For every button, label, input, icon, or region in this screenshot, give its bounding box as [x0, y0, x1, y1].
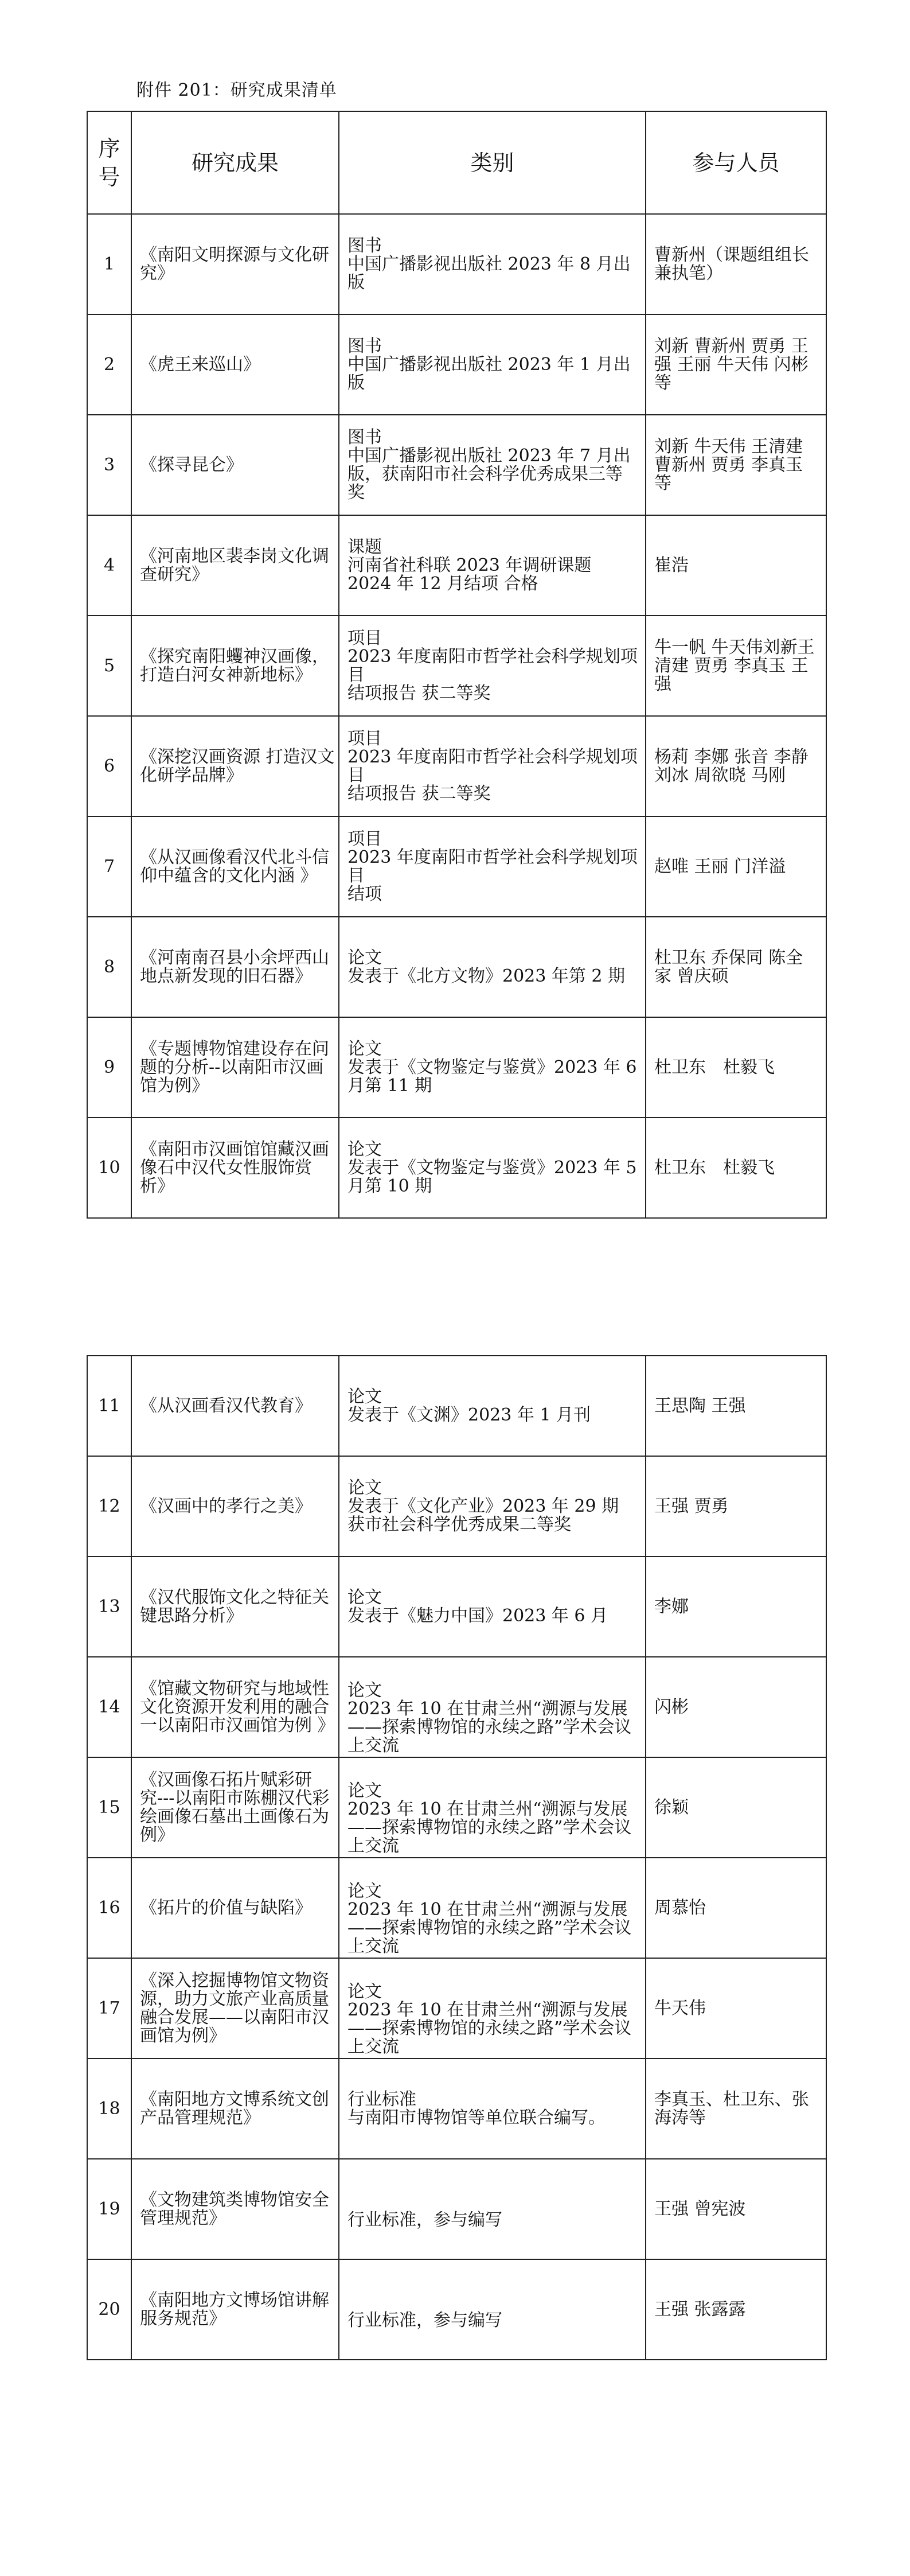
row-title — [131, 1657, 339, 1757]
row-category-text: 论文 2023 年 10 在甘肃兰州“溯源与发展——探索博物馆的永续之路”学术会议上交流 — [347, 1680, 632, 1756]
row-index: 5 — [87, 616, 131, 716]
header-participants: 参与人员 — [646, 111, 826, 214]
row-participants-text: 王强 曾宪波 — [654, 2198, 746, 2219]
row-title-text: 《汉画中的孝行之美》 — [140, 1496, 312, 1516]
row-title-text: 《探究南阳蠼神汉画像，打造白河女神新地标》 — [140, 646, 329, 685]
table-row — [87, 1958, 826, 2059]
row-title-text: 《河南南召县小余坪西山地点新发现的旧石器》 — [140, 947, 329, 986]
row-category-text: 论文 发表于《魅力中国》2023 年 6 月 — [347, 1587, 608, 1626]
row-title-text: 《南阳文明探源与文化研究》 — [140, 244, 329, 283]
row-index: 10 — [87, 1118, 131, 1218]
row-category-text: 行业标准 与南阳市博物馆等单位联合编写。 — [347, 2089, 606, 2128]
row-category — [339, 515, 646, 616]
header-index: 序号 — [87, 111, 131, 214]
row-category-text: 论文 2023 年 10 在甘肃兰州“溯源与发展——探索博物馆的永续之路”学术会议上交流 — [347, 1881, 632, 1956]
row-participants-text: 杨莉 李娜 张音 李静 刘冰 周欲晓 马刚 — [654, 746, 809, 785]
row-participants-text: 牛一帆 牛天伟刘新王清建 贾勇 李真玉 王强 — [654, 637, 815, 694]
row-participants — [646, 1958, 826, 2059]
row-category-text: 项目 2023 年度南阳市哲学社会科学规划项目 结项 — [347, 828, 638, 904]
row-title-text: 《馆藏文物研究与地域性文化资源开发利用的融合一以南阳市汉画馆为例 》 — [140, 1678, 335, 1736]
row-category-text: 论文 发表于《文物鉴定与鉴赏》2023 年 5 月第 10 期 — [347, 1139, 637, 1196]
row-category-text: 论文 发表于《文物鉴定与鉴赏》2023 年 6 月第 11 期 — [347, 1038, 637, 1096]
row-participants-text: 王强 张露露 — [654, 2299, 746, 2320]
row-category — [339, 1118, 646, 1218]
table-row — [87, 1456, 826, 1557]
row-category — [339, 1958, 646, 2059]
row-participants — [646, 314, 826, 415]
row-participants-text: 闪彬 — [654, 1696, 689, 1717]
row-category — [339, 1657, 646, 1757]
row-participants-text: 崔浩 — [654, 555, 689, 575]
row-title-text: 《汉代服饰文化之特征关键思路分析》 — [140, 1587, 329, 1626]
row-category — [339, 415, 646, 515]
row-category-text: 论文 2023 年 10 在甘肃兰州“溯源与发展——探索博物馆的永续之路”学术会议上交流 — [347, 1780, 632, 1856]
row-category-text: 行业标准，参与编写 — [347, 2310, 502, 2330]
row-participants — [646, 1858, 826, 1958]
row-category-text: 图书 中国广播影视出版社 2023 年 7 月出版，获南阳市社会科学优秀成果三等奖 — [347, 427, 631, 503]
row-index: 14 — [87, 1657, 131, 1757]
row-participants — [646, 214, 826, 314]
row-category-text: 论文 发表于《文渊》2023 年 1 月刊 — [347, 1386, 591, 1425]
row-category-text: 论文 发表于《文化产业》2023 年 29 期 获市社会科学优秀成果二等奖 — [347, 1477, 619, 1535]
table-row — [87, 1356, 826, 1456]
row-title-text: 《深挖汉画资源 打造汉文化研学品牌》 — [140, 746, 335, 785]
row-title-text: 《南阳地方文博场馆讲解服务规范》 — [140, 2290, 329, 2329]
table-row — [87, 1757, 826, 1858]
table-row — [87, 214, 826, 314]
row-index: 16 — [87, 1858, 131, 1958]
results-table-page-2 — [87, 1355, 827, 2360]
row-title — [131, 716, 339, 816]
row-title — [131, 1456, 339, 1557]
row-index: 11 — [87, 1356, 131, 1456]
table-row — [87, 917, 826, 1017]
row-category-text: 论文 发表于《北方文物》2023 年第 2 期 — [347, 947, 626, 986]
row-index: 4 — [87, 515, 131, 616]
row-participants-text: 李娜 — [654, 1596, 689, 1617]
row-title — [131, 314, 339, 415]
row-index: 6 — [87, 716, 131, 816]
row-category — [339, 2059, 646, 2159]
row-participants — [646, 2059, 826, 2159]
row-category — [339, 1017, 646, 1118]
row-participants-text: 杜卫东 杜毅飞 — [654, 1157, 775, 1178]
table-row — [87, 2059, 826, 2159]
row-participants — [646, 515, 826, 616]
row-title-text: 《从汉画看汉代教育》 — [140, 1395, 312, 1416]
row-category — [339, 314, 646, 415]
row-index: 12 — [87, 1456, 131, 1557]
row-index: 9 — [87, 1017, 131, 1118]
row-title-text: 《南阳地方文博系统文创产品管理规范》 — [140, 2089, 329, 2128]
table-row — [87, 314, 826, 415]
table-row — [87, 2259, 826, 2360]
row-index: 13 — [87, 1557, 131, 1657]
row-participants — [646, 2259, 826, 2360]
row-title-text: 《深入挖掘博物馆文物资源，助力文旅产业高质量融合发展——以南阳市汉画馆为例》 — [140, 1970, 329, 2046]
row-participants-text: 徐颖 — [654, 1797, 689, 1818]
row-index: 19 — [87, 2159, 131, 2259]
row-title — [131, 1118, 339, 1218]
row-category — [339, 716, 646, 816]
row-category-text: 项目 2023 年度南阳市哲学社会科学规划项目 结项报告 获二等奖 — [347, 728, 638, 804]
table-row — [87, 1017, 826, 1118]
row-participants — [646, 1456, 826, 1557]
row-category — [339, 816, 646, 917]
row-participants-text: 刘新 牛天伟 王清建 曹新州 贾勇 李真玉等 — [654, 436, 803, 493]
row-category-text: 论文 2023 年 10 在甘肃兰州“溯源与发展——探索博物馆的永续之路”学术会议上交流 — [347, 1981, 632, 2057]
row-title — [131, 1757, 339, 1858]
row-category — [339, 2159, 646, 2259]
row-title-text: 《虎王来巡山》 — [140, 354, 260, 375]
row-title — [131, 2159, 339, 2259]
row-participants-text: 李真玉、杜卫东、张海涛等 — [654, 2089, 809, 2128]
header-category: 类别 — [339, 111, 646, 214]
row-title — [131, 816, 339, 917]
row-participants — [646, 1557, 826, 1657]
row-category — [339, 1858, 646, 1958]
row-participants — [646, 415, 826, 515]
table-header-row — [87, 111, 826, 214]
row-participants — [646, 716, 826, 816]
table-row — [87, 816, 826, 917]
row-index: 18 — [87, 2059, 131, 2159]
row-category — [339, 1757, 646, 1858]
row-title-text: 《探寻昆仑》 — [140, 454, 243, 475]
row-title-text: 《文物建筑类博物馆安全管理规范》 — [140, 2189, 329, 2228]
row-index: 20 — [87, 2259, 131, 2360]
table-row — [87, 716, 826, 816]
row-category — [339, 2259, 646, 2360]
row-category — [339, 917, 646, 1017]
row-category — [339, 1356, 646, 1456]
row-title — [131, 415, 339, 515]
row-category-text: 图书 中国广播影视出版社 2023 年 8 月出版 — [347, 235, 631, 293]
table-row — [87, 2159, 826, 2259]
table-row — [87, 1118, 826, 1218]
row-title — [131, 616, 339, 716]
row-participants-text: 曹新州（课题组组长兼执笔） — [654, 244, 809, 283]
row-category — [339, 214, 646, 314]
row-title — [131, 515, 339, 616]
row-participants-text: 牛天伟 — [654, 1998, 706, 2018]
row-title — [131, 2059, 339, 2159]
row-category-text: 图书 中国广播影视出版社 2023 年 1 月出版 — [347, 336, 631, 393]
row-title-text: 《汉画像石拓片赋彩研究---以南阳市陈棚汉代彩绘画像石墓出土画像石为例》 — [140, 1769, 330, 1845]
row-index: 15 — [87, 1757, 131, 1858]
row-participants-text: 王思陶 王强 — [654, 1395, 746, 1416]
row-participants — [646, 816, 826, 917]
row-participants-text: 赵唯 王丽 门洋溢 — [654, 856, 786, 877]
row-participants-text: 王强 贾勇 — [654, 1496, 729, 1516]
row-title-text: 《河南地区裴李岗文化调查研究》 — [140, 546, 329, 585]
table-row — [87, 415, 826, 515]
table-row — [87, 515, 826, 616]
row-title-text: 《专题博物馆建设存在问题的分析--以南阳市汉画馆为例》 — [140, 1038, 329, 1096]
row-category-text: 项目 2023 年度南阳市哲学社会科学规划项目 结项报告 获二等奖 — [347, 628, 638, 703]
row-participants-text: 杜卫东 乔保同 陈全家 曾庆硕 — [654, 947, 803, 986]
row-participants — [646, 1356, 826, 1456]
row-participants — [646, 2159, 826, 2259]
row-participants — [646, 616, 826, 716]
row-title — [131, 2259, 339, 2360]
row-participants — [646, 1657, 826, 1757]
row-index: 2 — [87, 314, 131, 415]
row-index: 3 — [87, 415, 131, 515]
row-participants — [646, 917, 826, 1017]
header-result: 研究成果 — [131, 111, 339, 214]
row-title — [131, 917, 339, 1017]
row-title — [131, 1017, 339, 1118]
row-participants-text: 刘新 曹新州 贾勇 王强 王丽 牛天伟 闪彬等 — [654, 336, 809, 393]
row-title — [131, 1858, 339, 1958]
row-title — [131, 1557, 339, 1657]
results-table-page-1 — [87, 111, 827, 1219]
row-title-text: 《从汉画像看汉代北斗信仰中蕴含的文化内涵 》 — [140, 847, 329, 886]
row-title-text: 《拓片的价值与缺陷》 — [140, 1897, 312, 1918]
row-index: 17 — [87, 1958, 131, 2059]
row-participants-text: 周慕怡 — [654, 1897, 706, 1918]
attachment-caption: 附件 201：研究成果清单 — [136, 80, 337, 100]
table-row — [87, 1657, 826, 1757]
row-participants — [646, 1017, 826, 1118]
row-participants — [646, 1118, 826, 1218]
row-category-text: 行业标准，参与编写 — [347, 2209, 502, 2230]
row-category — [339, 1557, 646, 1657]
row-category-text: 课题 河南省社科联 2023 年调研课题 2024 年 12 月结项 合格 — [347, 536, 592, 594]
row-title-text: 《南阳市汉画馆馆藏汉画像石中汉代女性服饰赏析》 — [140, 1139, 329, 1196]
table-row — [87, 1557, 826, 1657]
row-index: 8 — [87, 917, 131, 1017]
row-index: 1 — [87, 214, 131, 314]
row-title — [131, 1356, 339, 1456]
row-title — [131, 1958, 339, 2059]
row-participants — [646, 1757, 826, 1858]
row-category — [339, 616, 646, 716]
row-participants-text: 杜卫东 杜毅飞 — [654, 1057, 775, 1077]
table-row — [87, 616, 826, 716]
row-index: 7 — [87, 816, 131, 917]
table-row — [87, 1858, 826, 1958]
row-category — [339, 1456, 646, 1557]
row-title — [131, 214, 339, 314]
